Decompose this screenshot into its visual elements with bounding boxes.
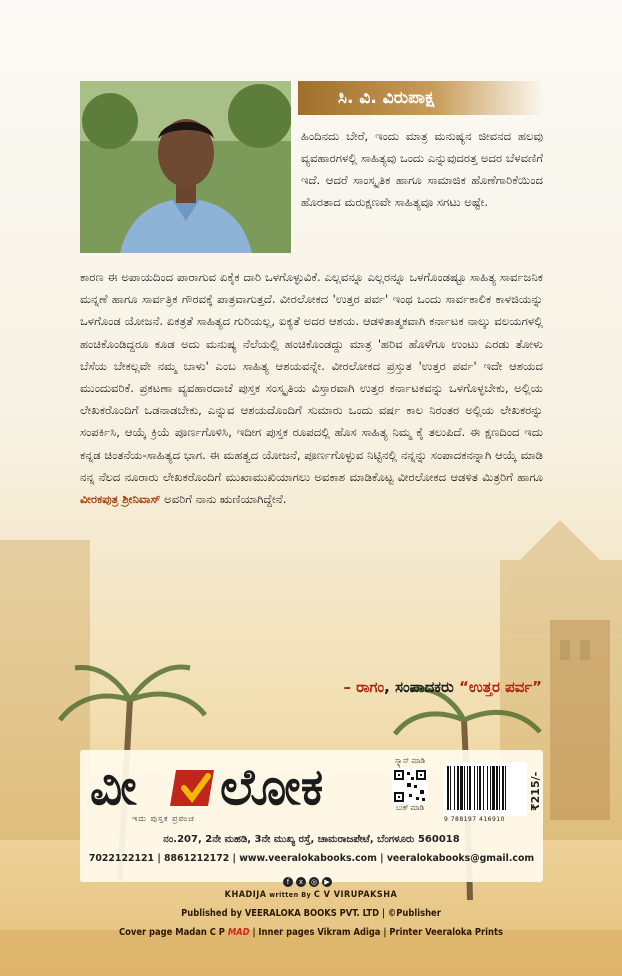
published-by-label: Published by	[181, 908, 245, 919]
isbn-number: 9 788197 416910	[444, 816, 505, 823]
editor-name: ರಾಗಂ	[356, 678, 385, 696]
scan-label: ಸ್ಕ್ಯಾನ್ ಮಾಡಿ	[394, 757, 425, 765]
barcode-bar	[496, 766, 498, 810]
body-text-b: ಅವರಿಗೆ ನಾನು ಋಣಿಯಾಗಿದ್ದೇನೆ.	[160, 492, 287, 507]
design-credits	[40, 927, 582, 938]
barcode-bar	[460, 766, 463, 810]
copyright-text: | ©Publisher	[379, 908, 441, 919]
social-icons	[283, 869, 339, 886]
intro-paragraph: ಹಿಂದಿನದು ಬೇರೆ, ಇಂದು ಮಾತ್ರ ಮನುಷ್ಯನ ಜೀವನದ ಹಲವು ವ್ಯವಹಾರಗಳಲ್ಲಿ ಸಾಹಿತ್ಯವು ಒಂದು ಎನ್ನುವುದರತ್ತ ಅದರ ಬೆಳವಣಿಗೆ ಇದೆ. ಆದರೆ ಸಾಂಸ್ಕೃತಿಕ ಹಾಗೂ ಸಾಮಾಜಿಕ ಹೊಣೆಗಾರಿಕೆಯಿಂದ ಹೊರತಾದ ಮರುಕ್ಷಣವೇ ಸಾಹಿತ್ಯವೂ ಸಗಟು ಅಷ್ಟೇ.	[301, 129, 543, 209]
written-by-label: written By	[266, 891, 314, 899]
body-text-a: ಕಾರಣ ಈ ಅಪಾಯದಿಂದ ಪಾರಾಗುವ ಏಕೈಕ ದಾರಿ ಒಳಗೊಳ್ಳುವಿಕೆ. ಎಲ್ಲವನ್ನೂ ಎಲ್ಲರನ್ನೂ ಒಳಗೊಂಡಷ್ಟೂ ಸಾಹಿತ್ಯ ಸಾರ್ವಜನಿಕ ಮನ್ನಣೆ ಹಾಗೂ ಸಾರ್ವತ್ರಿಕ ಗೌರವಕ್ಕೆ ಪಾತ್ರವಾಗುತ್ತದೆ. ವೀರಲೋಕದ 'ಉತ್ತರ ಪರ್ವ' ಇಂಥ ಒಂದು ಸಾರ್ವಕಾಲಿಕ ಕಾಳಜಿಯನ್ನು ಒಳಗೊಂಡ ಯೋಜನೆ. ಏಕತ್ರತೆ ಸಾಹಿತ್ಯದ ಗುರಿಯಲ್ಲ, ಐಕ್ಯತೆ ಅದರ ಆಶಯ. ಆಡಳಿತಾತ್ಮಕವಾಗಿ ಕರ್ನಾಟಕ ನಾಲ್ಕು ವಲಯಗಳಲ್ಲಿ ಹಂಚಿಕೊಂಡಿದ್ದರೂ ಕೂಡ ಅದು ಮನುಷ್ಯ ನೆಲೆಯಲ್ಲಿ ಹಂಚಿಕೊಂಡದ್ದು ಮಾತ್ರ 'ಹರಿವ ಹೊಳೆಗೂ ಉಂಟು ಎರಡು ತೋಳು ಬೆಸೆಯ ಬೇಕಲ್ಲವೇ ನಮ್ಮ ಬಾಳು' ಎಂಬ ಸಾಹಿತ್ಯ ಆಶಯವನ್ನೇ. ವೀರಲೋಕದ ಪ್ರಸ್ತುತ 'ಉತ್ತರ ಪರ್ವ' ಇದೇ ಆಶಯದ ಮುಂದುವರಿಕೆ. ಪ್ರಕಟಣಾ ವ್ಯವಹಾರದಾಚೆ ಪುಸ್ತಕ ಸಂಸ್ಕೃತಿಯ ವಿಸ್ತಾರವಾಗಿ ಉತ್ತರ ಕರ್ನಾಟಕವನ್ನು ಒಳಗೊಳ್ಳಬೇಕು, ಅಲ್ಲಿಯ ಲೇಖಕರೊಂದಿಗೆ ಒಡನಾಡಬೇಕು, ಎನ್ನುವ ಆಶಯದೊಂದಿಗೆ ಸುಮಾರು ಒಂದು ವರ್ಷ ಕಾಲ ನಿರಂತರ ಅಲ್ಲಿಯ ಲೇಖಕರನ್ನು ಸಂಪರ್ಕಿಸಿ, ಆಯ್ಕೆ ಕ್ರಿಯೆ ಪೂರ್ಣಗೊಳಿಸಿ, ಇದೀಗ ಪುಸ್ತಕ ರೂಪದಲ್ಲಿ ಹೊಸ ಸಾಹಿತ್ಯ ನಿಮ್ಮ ಕೈ ತಲುಪಿದೆ. ಈ ಕ್ಷಣದಿಂದ ಇದು ಕನ್ನಡ ಚಿಂತನೆಯ-ಸಾಹಿತ್ಯದ ಭಾಗ. ಈ ಮಹತ್ವದ ಯೋಜನೆ, ಪೂರ್ಣಗೊಳ್ಳುವ ನಿಟ್ಟಿನಲ್ಲಿ ನನ್ನನ್ನು ಸಂಪಾದಕನನ್ನಾಗಿ ಆಯ್ಕೆ ಮಾಡಿ ನನ್ನ ನೆಲದ ನೂರಾರು ಲೇಖಕರೊಂದಿಗೆ ಮುಖಾಮುಖಿಯಾಗಲು ಅವಕಾಶ ಮಾಡಿಕೊಟ್ಟ ವೀರಲೋಕದ ಆಡಳಿತ ಮಿತ್ರರಿಗೆ ಹಾಗೂ	[80, 270, 543, 484]
printer-label: | Printer	[380, 927, 426, 938]
barcode-bar	[502, 766, 504, 810]
barcode-bar	[483, 766, 484, 810]
facebook-icon[interactable]: f	[283, 877, 293, 887]
project-name: “ಉತ್ತರ ಪರ್ವ”	[458, 678, 542, 696]
body-paragraph	[80, 266, 543, 510]
barcode-bar	[447, 766, 449, 810]
barcode-bar	[474, 766, 475, 810]
book-title: KHADIJA	[224, 890, 267, 900]
veeraloka-logo	[90, 756, 350, 814]
barcode-bar	[492, 766, 495, 810]
printer-name: Veeraloka Prints	[425, 927, 503, 938]
barcode-bar	[457, 766, 459, 810]
barcode-bar	[464, 766, 465, 810]
barcode-bar	[477, 766, 478, 810]
barcode-bar	[490, 766, 491, 810]
signoff-dash: –	[343, 678, 357, 696]
editor-signoff	[343, 678, 542, 696]
logo-check-icon	[170, 770, 214, 806]
barcode-bar	[454, 766, 455, 810]
instagram-icon[interactable]: ◎	[310, 878, 318, 886]
price-tag	[528, 769, 542, 813]
barcode-bar	[469, 766, 471, 810]
author-name-banner: ಸಿ. ವಿ. ವಿರುಪಾಕ್ಷ	[298, 81, 542, 115]
publisher-address: ನಂ.207, 2ನೇ ಮಹಡಿ, 3ನೇ ಮುಖ್ಯ ರಸ್ತೆ, ಚಾಮರಾಜಪೇಟೆ, ಬೆಂಗಳೂರು 560018	[163, 834, 460, 845]
barcode-bar	[487, 766, 488, 810]
publisher-credit	[40, 908, 582, 919]
book-author: C V VIRUPAKSHA	[313, 890, 398, 900]
logo-text-b: ಲೋಕ	[220, 758, 324, 814]
barcode-bar	[479, 766, 481, 810]
scan-to-book	[382, 757, 438, 821]
barcode-bar	[450, 766, 451, 810]
barcode-bar	[499, 766, 500, 810]
cover-artist: Madan C P	[175, 927, 228, 938]
publisher-tagline: ಇದು ಪುಸ್ತಕ ಪ್ರಪಂಚ	[132, 814, 195, 823]
qr-code-icon	[392, 768, 428, 804]
highlighted-name: ವೀರಕಪುತ್ರ ಶ್ರೀನಿವಾಸ್	[80, 492, 161, 507]
logo-text-a: ವೀ	[90, 758, 137, 814]
inner-artist: Vikram Adiga	[317, 927, 381, 938]
author-photo	[80, 81, 291, 253]
editor-role: , ಸಂಪಾದಕರು	[384, 678, 459, 696]
barcode-bar	[467, 766, 468, 810]
book-title-credit	[40, 890, 582, 900]
cover-label: Cover page	[119, 927, 176, 938]
publisher-name: VEERALOKA BOOKS PVT. LTD	[244, 908, 380, 919]
publisher-contact: 7022122121 | 8861212172 | www.veeralokabooks.com | veeralokabooks@gmail.com	[88, 853, 535, 864]
barcode-bar	[505, 766, 506, 810]
book-label: ಬುಕ್ ಮಾಡಿ	[395, 804, 425, 812]
cover-artist-mark: MAD	[227, 927, 250, 938]
price-text: ₹215/-	[529, 771, 542, 811]
barcode	[443, 762, 527, 816]
x-icon[interactable]: x	[296, 877, 306, 887]
inner-label: | Inner pages	[249, 927, 318, 938]
youtube-icon[interactable]: ▶	[322, 877, 332, 887]
